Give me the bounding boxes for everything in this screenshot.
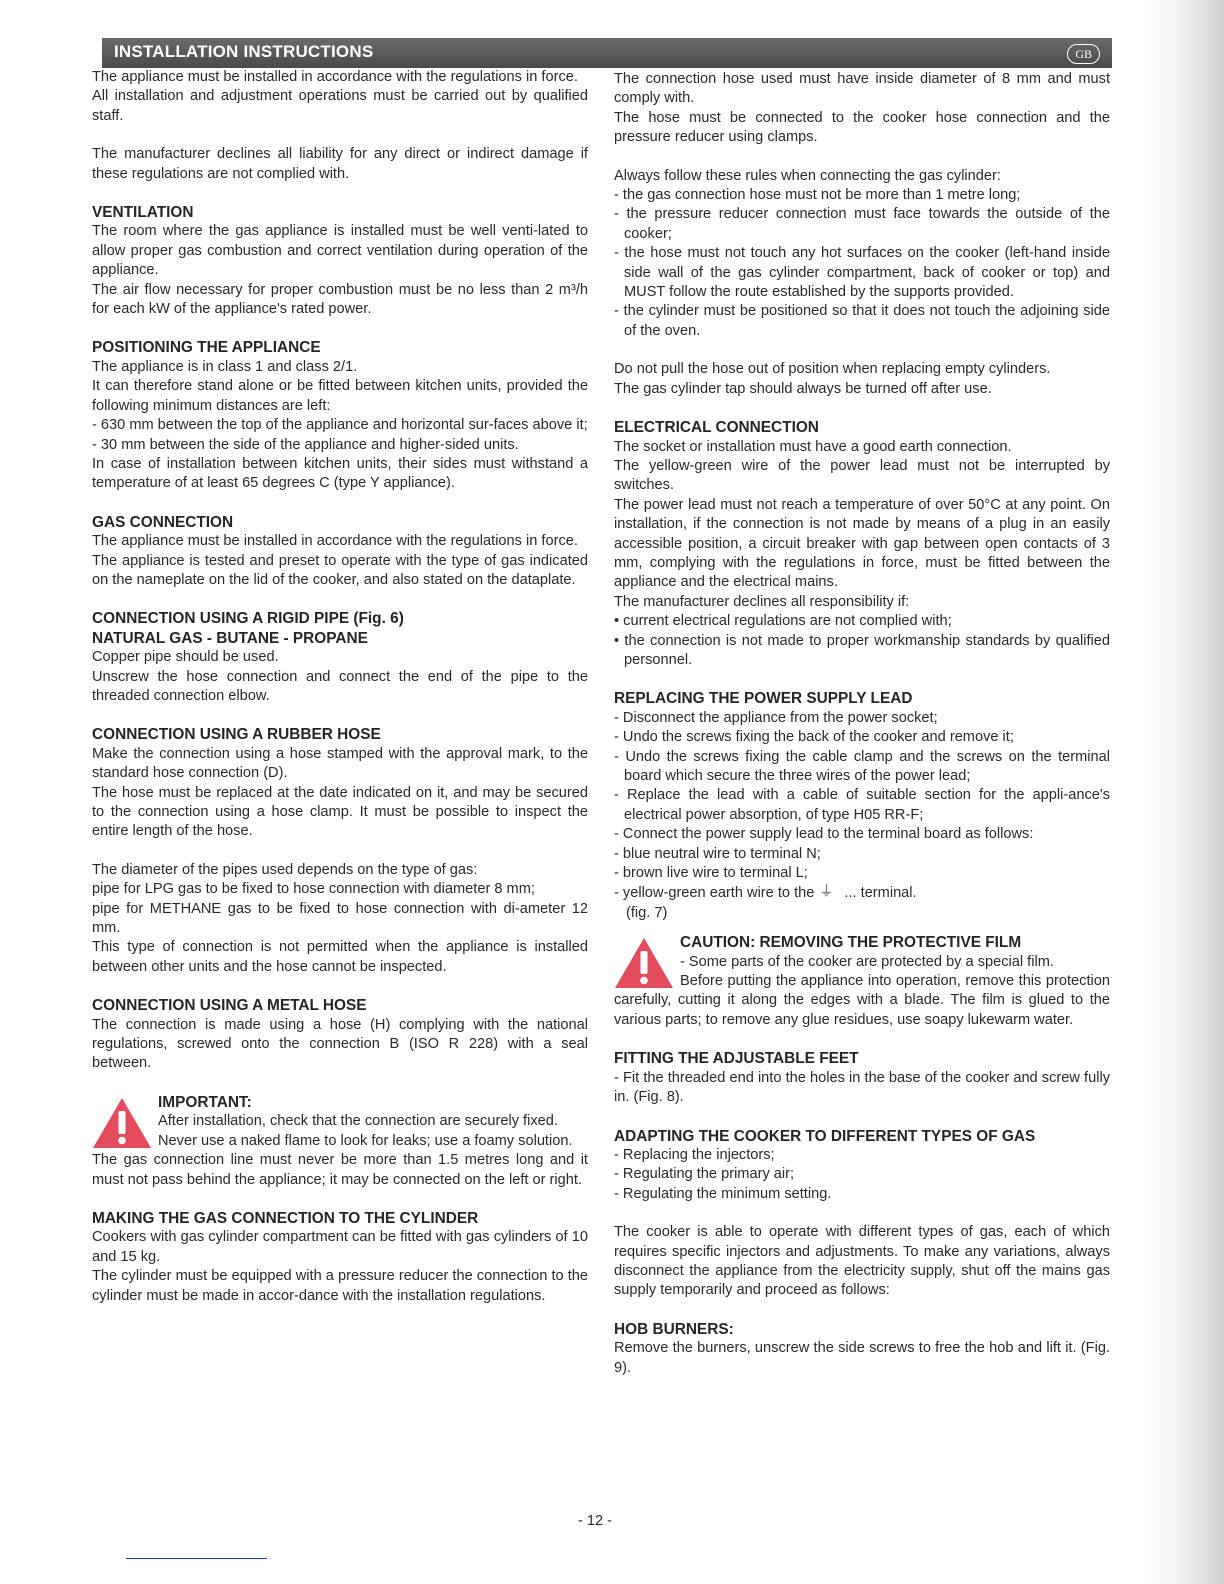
caution-text: - Some parts of the cooker are protected by a special film.: [680, 953, 1054, 970]
caution-text: Before putting the appliance into operation, remove this protection carefully, cutting it along the edges with a blade. The film is glued to the various parts; to remove any glue residues, use soapy lukewarm water.: [614, 973, 1110, 1028]
power-lead-step: - Replace the lead with a cable of suitable section for the appli-ance's electrical power absorption, of type H05 RR-F;: [614, 787, 1110, 823]
language-badge: GB: [1067, 44, 1100, 64]
positioning-text: In case of installation between kitchen units, their sides must withstand a temperature of at least 65 degrees C (type Y appliance).: [92, 455, 588, 492]
hob-burners-text: Remove the burners, unscrew the side screws to free the hob and lift it. (Fig. 9).: [614, 1340, 1110, 1376]
metal-hose-heading: CONNECTION USING A METAL HOSE: [92, 997, 367, 1015]
footer-rule: [126, 1558, 267, 1559]
electrical-bullet: • the connection is not made to proper workmanship standards by qualified personnel.: [614, 632, 1110, 668]
cylinder-rule: - the cylinder must be positioned so that it does not touch the adjoining side of the oven.: [614, 303, 1110, 339]
cylinder-text: The cylinder must be equipped with a pressure reducer the connection to the cylinder must be made in accor-dance with the installation regulations.: [92, 1268, 588, 1304]
ventilation-text: The room where the gas appliance is installed must be well venti-lated to allow proper gas combustion and correct ventilation during operation of the appliance.: [92, 223, 588, 279]
intro-paragraph: The appliance must be installed in accordance with the regulations in force.: [92, 69, 578, 85]
positioning-distance: - 630 mm between the top of the appliance and horizontal sur-faces above it;: [92, 417, 588, 434]
gas-connection-heading: GAS CONNECTION: [92, 513, 234, 531]
gas-connection-text: The appliance must be installed in accordance with the regulations in force.: [92, 533, 578, 550]
feet-text: - Fit the threaded end into the holes in the base of the cooker and screw fully in. (Fig. 8).: [614, 1069, 1110, 1106]
hob-burners-heading: HOB BURNERS:: [614, 1320, 734, 1338]
warning-triangle-icon: [614, 937, 674, 989]
cylinder-rules-intro: Always follow these rules when connecting the gas cylinder:: [614, 167, 1001, 184]
earth-wire-text: - yellow-green earth wire to the: [614, 885, 815, 902]
power-lead-step: - Undo the screws fixing the back of the cooker and remove it;: [614, 729, 1014, 746]
important-text: The gas connection line must never be more than 1.5 metres long and it must not pass behind the appliance; it may be connected on the left or right.: [92, 1152, 588, 1188]
adapting-step: - Regulating the primary air;: [614, 1166, 795, 1183]
hose-text: The hose must be connected to the cooker hose connection and the pressure reducer using clamps.: [614, 109, 1110, 146]
positioning-heading: POSITIONING THE APPLIANCE: [92, 339, 321, 357]
power-lead-step: - blue neutral wire to terminal N;: [614, 845, 821, 862]
rigid-pipe-heading: CONNECTION USING A RIGID PIPE (Fig. 6): [92, 610, 404, 628]
electrical-text: The yellow-green wire of the power lead must not be interrupted by switches.: [614, 457, 1110, 494]
rubber-hose-heading: CONNECTION USING A RUBBER HOSE: [92, 726, 381, 744]
page-number: - 12 -: [577, 1513, 613, 1529]
rigid-pipe-text: Copper pipe should be used.: [92, 649, 279, 666]
adapting-step: - Regulating the minimum setting.: [614, 1185, 832, 1202]
power-lead-step: - Connect the power supply lead to the terminal board as follows:: [614, 826, 1034, 843]
adapting-text: The cooker is able to operate with different types of gas, each of which requires specific injectors and adjustments. To make any variations, always disconnect the appliance from the electricity supply, shut off the mains gas supply temporarily and proceed as follows:: [614, 1224, 1110, 1299]
electrical-text: The socket or installation must have a good earth connection.: [614, 438, 1012, 455]
power-lead-step: - brown live wire to terminal L;: [614, 865, 808, 882]
rubber-hose-text: pipe for LPG gas to be fixed to hose connection with diameter 8 mm;: [92, 881, 535, 898]
important-text: Never use a naked flame to look for leaks; use a foamy solution.: [158, 1132, 573, 1149]
important-text: After installation, check that the connection are securely fixed.: [158, 1113, 558, 1130]
electrical-heading: ELECTRICAL CONNECTION: [614, 419, 819, 437]
important-notice: [92, 1093, 588, 1151]
left-column: [92, 68, 588, 1306]
cylinder-text: Cookers with gas cylinder compartment can be fitted with gas cylinders of 10 and 15 kg.: [92, 1229, 588, 1265]
rubber-hose-text: The hose must be replaced at the date indicated on it, and may be secured to the connection using a hose clamp. It must be possible to inspect the entire length of the hose.: [92, 784, 588, 840]
positioning-distance: - 30 mm between the side of the appliance and higher-sided units.: [92, 436, 519, 453]
cylinder-heading: MAKING THE GAS CONNECTION TO THE CYLINDER: [92, 1209, 479, 1227]
feet-heading: FITTING THE ADJUSTABLE FEET: [614, 1050, 859, 1068]
ventilation-heading: VENTILATION: [92, 204, 194, 222]
rubber-hose-text: Make the connection using a hose stamped with the approval mark, to the standard hose connection (D).: [92, 745, 588, 782]
caution-heading: CAUTION: REMOVING THE PROTECTIVE FILM: [680, 934, 1022, 952]
rubber-hose-text: pipe for METHANE gas to be fixed to hose connection with di-ameter 12 mm.: [92, 900, 588, 937]
important-heading: IMPORTANT:: [158, 1093, 252, 1111]
power-lead-heading: REPLACING THE POWER SUPPLY LEAD: [614, 690, 913, 708]
figure-reference: (fig. 7): [626, 904, 668, 921]
power-lead-step: - Disconnect the appliance from the power socket;: [614, 709, 938, 726]
rigid-pipe-text: Unscrew the hose connection and connect the end of the pipe to the threaded connection elbow.: [92, 668, 588, 704]
cylinder-rule: - the gas connection hose must not be more than 1 metre long;: [614, 187, 1021, 204]
power-lead-step: [614, 883, 1110, 903]
intro-paragraph: All installation and adjustment operations must be carried out by qualified staff.: [92, 88, 588, 124]
power-lead-step: - Undo the screws fixing the cable clamp and the screws on the terminal board which secure the three wires of the power lead;: [614, 748, 1110, 784]
rigid-pipe-subheading: NATURAL GAS - BUTANE - PROPANE: [92, 629, 368, 647]
electrical-text: The power lead must not reach a temperature of over 50°C at any point. On installation, if the connection is not made by means of a plug in an easily accessible position, a circuit breaker with gap between open contacts of 3 mm, complying with the regulations in force, must be fitted between the appliance and the electrical mains.: [614, 496, 1110, 591]
intro-paragraph: The manufacturer declines all liability for any direct or indirect damage if these regulations are not complied with.: [92, 146, 588, 182]
positioning-text: The appliance is in class 1 and class 2/1.: [92, 358, 358, 375]
positioning-text: It can therefore stand alone or be fitted between kitchen units, provided the following minimum distances are left:: [92, 378, 588, 414]
cylinder-rule: - the pressure reducer connection must face towards the outside of the cooker;: [614, 206, 1110, 242]
rubber-hose-text: This type of connection is not permitted when the appliance is installed between other units and the hose cannot be inspected.: [92, 939, 588, 975]
caution-notice: [614, 933, 1110, 1030]
rubber-hose-text: The diameter of the pipes used depends on the type of gas:: [92, 861, 478, 878]
adapting-heading: ADAPTING THE COOKER TO DIFFERENT TYPES OF GAS: [614, 1127, 1036, 1145]
page-edge-shadow: [1146, 0, 1224, 1584]
cylinder-text: The gas cylinder tap should always be turned off after use.: [614, 380, 992, 397]
metal-hose-text: The connection is made using a hose (H) complying with the national regulations, screwed onto the connection B (ISO R 228) with a seal between.: [92, 1016, 588, 1072]
ventilation-text: The air flow necessary for proper combustion must be no less than 2 m³/h for each kW of the appliance's rated power.: [92, 281, 588, 318]
cylinder-text: Do not pull the hose out of position when replacing empty cylinders.: [614, 361, 1051, 378]
earth-symbol-icon: ⏚: [819, 884, 834, 901]
gas-connection-text: The appliance is tested and preset to operate with the type of gas indicated on the nameplate on the lid of the cooker, and also stated on the dataplate.: [92, 552, 588, 588]
warning-triangle-icon: [92, 1097, 152, 1149]
right-column: [614, 70, 1110, 1378]
cylinder-rule: - the hose must not touch any hot surfaces on the cooker (left-hand inside side wall of the gas cylinder compartment, back of cooker or top) and MUST follow the route established by the supports provided.: [614, 245, 1110, 301]
section-header-bar: [102, 38, 1112, 68]
page-title: INSTALLATION INSTRUCTIONS: [114, 42, 374, 61]
adapting-step: - Replacing the injectors;: [614, 1146, 775, 1163]
hose-text: The connection hose used must have inside diameter of 8 mm and must comply with.: [614, 71, 1110, 107]
electrical-bullet: • current electrical regulations are not complied with;: [614, 613, 952, 630]
electrical-text: The manufacturer declines all responsibility if:: [614, 593, 910, 610]
earth-wire-text: ... terminal.: [844, 885, 917, 902]
